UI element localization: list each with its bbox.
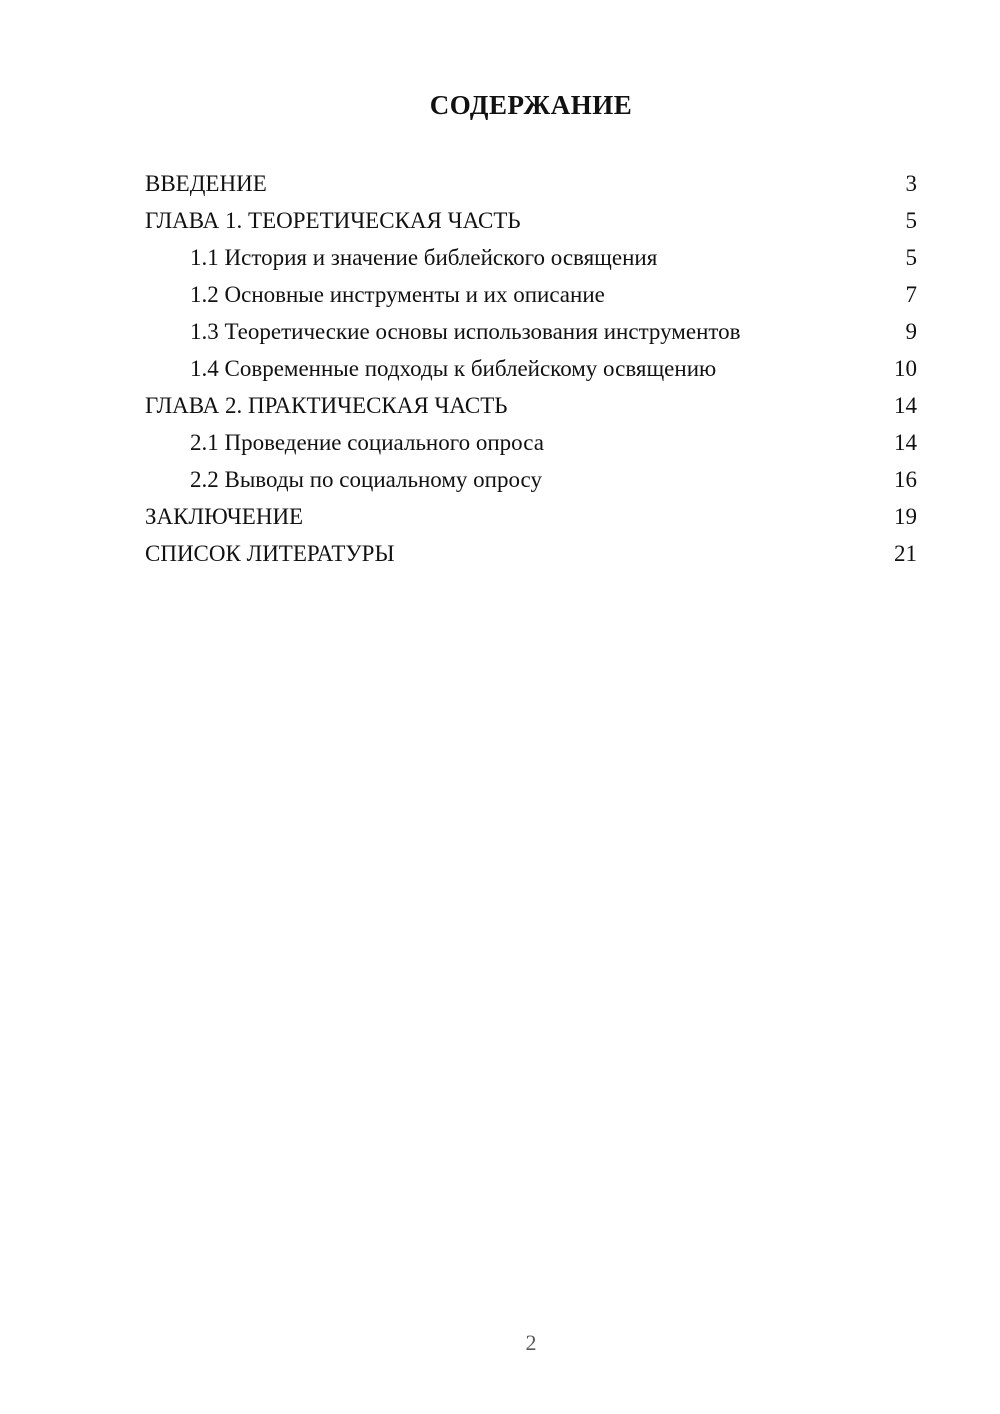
toc-entry-page: 7: [905, 282, 917, 307]
toc-entry-page: 9: [905, 319, 917, 344]
toc-entry-label: 1.4 Современные подходы к библейскому освящению: [190, 356, 717, 381]
page-title: СОДЕРЖАНИЕ: [429, 90, 633, 120]
toc-entry: [145, 535, 917, 572]
toc-entry: [145, 313, 917, 350]
toc-entry-page: 14: [894, 393, 917, 418]
toc-entry-page: 21: [894, 541, 917, 566]
page-number: 2: [525, 1330, 537, 1355]
toc-entry-label: 1.1 История и значение библейского освящения: [190, 245, 658, 270]
toc-entry-label: 1.3 Теоретические основы использования инструментов: [190, 319, 741, 344]
toc-entry-label: ЗАКЛЮЧЕНИЕ: [145, 504, 304, 529]
toc-entry: [145, 498, 917, 535]
toc-entry: [145, 202, 917, 239]
toc-entry: [145, 350, 917, 387]
toc-entry: [145, 239, 917, 276]
toc-entry: [145, 276, 917, 313]
toc-entry-label: 2.1 Проведение социального опроса: [190, 430, 544, 455]
toc-entry: [145, 165, 917, 202]
toc-entry-label: СПИСОК ЛИТЕРАТУРЫ: [145, 541, 395, 566]
toc-entry-page: 19: [894, 504, 917, 529]
toc-entry: [145, 461, 917, 498]
toc-entry-page: 5: [905, 245, 917, 270]
toc-entry-label: ГЛАВА 2. ПРАКТИЧЕСКАЯ ЧАСТЬ: [145, 393, 508, 418]
toc-entry-page: 14: [894, 430, 917, 455]
toc-entry-label: ГЛАВА 1. ТЕОРЕТИЧЕСКАЯ ЧАСТЬ: [145, 208, 521, 233]
toc-entry-label: 2.2 Выводы по социальному опросу: [190, 467, 542, 492]
toc-entry-page: 10: [894, 356, 917, 381]
toc-entry-label: 1.2 Основные инструменты и их описание: [190, 282, 605, 307]
toc-entry: [145, 387, 917, 424]
toc-entry: [145, 424, 917, 461]
toc-entry-page: 3: [905, 171, 917, 196]
toc-entry-page: 16: [894, 467, 917, 492]
toc-entry-label: ВВЕДЕНИЕ: [145, 171, 267, 196]
toc-entry-page: 5: [905, 208, 917, 233]
table-of-contents: [145, 165, 917, 572]
